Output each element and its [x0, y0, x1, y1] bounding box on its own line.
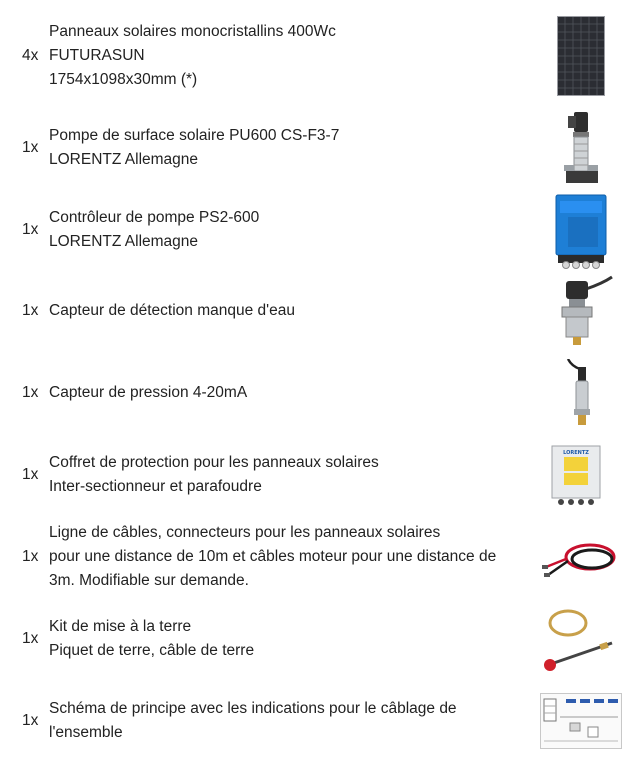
item-description: Contrôleur de pompe PS2-600 LORENTZ Allemagne	[49, 209, 260, 250]
earthing-kit-icon	[540, 607, 618, 673]
item-description: Kit de mise à la terre Piquet de terre, câble de terre	[49, 618, 255, 659]
pump-controller-icon	[554, 193, 610, 271]
item-quantity: 1x	[22, 384, 39, 401]
item-description: Capteur de détection manque d'eau	[49, 302, 295, 319]
item-description: Ligne de câbles, connecteurs pour les panneaux solaires pour une distance de 10m et câbles moteur pour une distance de 3m. Modifiable sur demande.	[49, 524, 497, 589]
item-quantity: 1x	[22, 548, 39, 565]
water-sensor-icon	[546, 275, 616, 347]
item-quantity: 1x	[22, 466, 39, 483]
item-quantity: 4x	[22, 47, 39, 64]
item-quantity: 1x	[22, 302, 39, 319]
protection-box-label: LORENTZ	[563, 450, 589, 456]
wiring-diagram-icon	[540, 693, 622, 749]
item-description: Coffret de protection pour les panneaux solaires Inter-sectionneur et parafoudre	[49, 454, 379, 495]
item-quantity: 1x	[22, 221, 39, 238]
cable-set-icon	[540, 537, 622, 581]
item-quantity: 1x	[22, 712, 39, 729]
item-quantity: 1x	[22, 139, 39, 156]
item-description: Panneaux solaires monocristallins 400Wc FUTURASUN 1754x1098x30mm (*)	[49, 23, 336, 88]
pressure-sensor-icon	[562, 359, 608, 427]
solar-panel-icon	[557, 16, 605, 96]
item-quantity: 1x	[22, 630, 39, 647]
surface-pump-icon	[562, 110, 602, 186]
item-description: Pompe de surface solaire PU600 CS-F3-7 LORENTZ Allemagne	[49, 127, 340, 168]
protection-box-icon	[551, 445, 601, 507]
item-description: Capteur de pression 4-20mA	[49, 384, 248, 401]
item-description: Schéma de principe avec les indications pour le câblage de l'ensemble	[49, 700, 457, 741]
